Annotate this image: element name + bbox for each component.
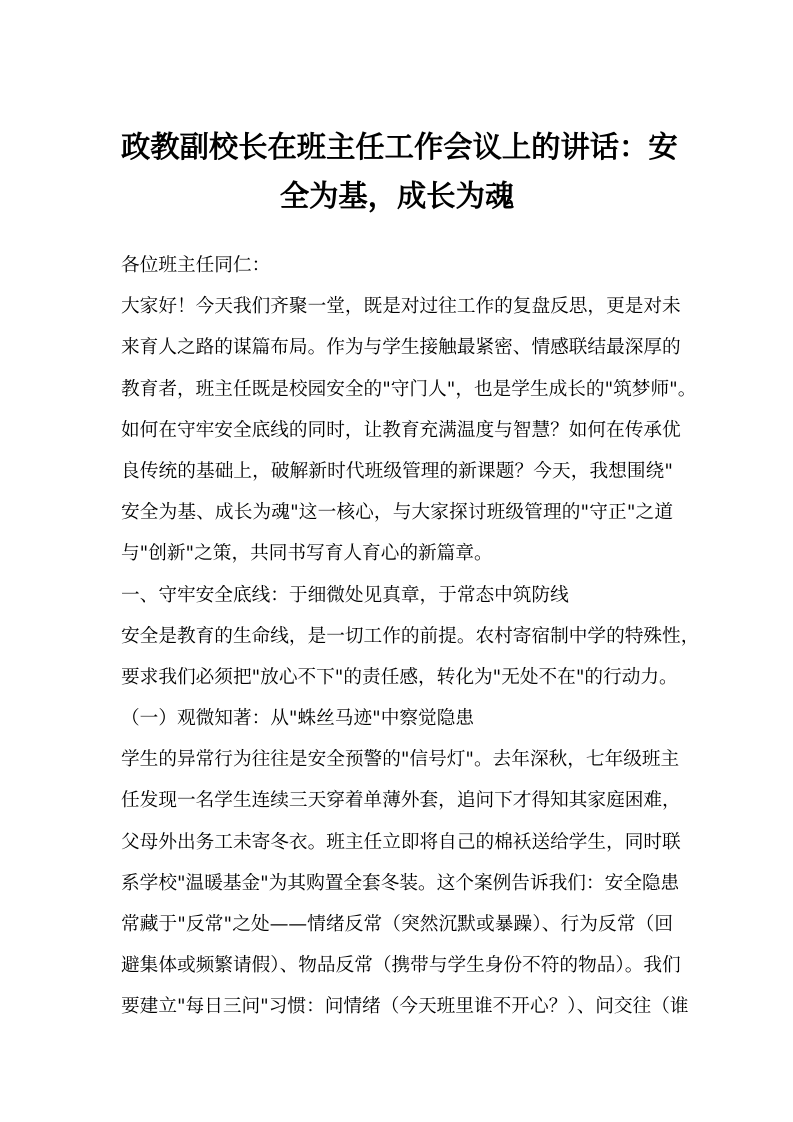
section-1-paragraph bbox=[121, 616, 700, 698]
salutation-paragraph bbox=[121, 245, 673, 286]
section-heading-1 bbox=[121, 575, 673, 616]
title-line-2: 全为基，成长为魂 bbox=[279, 178, 515, 213]
title-line-1: 政教副校长在班主任工作会议上的讲话：安 bbox=[121, 129, 678, 164]
text-line: 要求我们必须把"放心不下"的责任感，转化为"无处不在"的行动力。 bbox=[121, 666, 678, 688]
document-body bbox=[121, 245, 700, 1028]
text-line: 要建立"每日三问"习惯：问情绪（今天班里谁不开心？）、问交往（谁 bbox=[121, 996, 689, 1018]
heading-line: （一）观微知著：从"蛛丝马迹"中察觉隐患 bbox=[121, 708, 474, 730]
text-line: 安全是教育的生命线，是一切工作的前提。农村寄宿制中学的特殊性， bbox=[121, 625, 700, 647]
text-line: 与"创新"之策，共同书写育人育心的新篇章。 bbox=[121, 543, 493, 565]
text-line: 如何在守牢安全底线的同时，让教育充满温度与智慧？如何在传承优 bbox=[121, 419, 681, 441]
text-line: 来育人之路的谋篇布局。作为与学生接触最紧密、情感联结最深厚的 bbox=[121, 337, 681, 359]
text-line: 常藏于"反常"之处——情绪反常（突然沉默或暴躁）、行为反常（回 bbox=[121, 914, 673, 935]
text-line: 学生的异常行为往往是安全预警的"信号灯"。去年深秋，七年级班主 bbox=[121, 749, 680, 771]
text-line: 安全为基、成长为魂"这一核心，与大家探讨班级管理的"守正"之道 bbox=[121, 502, 673, 524]
text-line: 良传统的基础上，破解新时代班级管理的新课题？今天，我想围绕" bbox=[121, 460, 673, 482]
text-line: 教育者，班主任既是校园安全的"守门人"，也是学生成长的"筑梦师"。 bbox=[121, 378, 697, 400]
text-line: 大家好！今天我们齐聚一堂，既是对过往工作的复盘反思，更是对未 bbox=[121, 296, 681, 318]
intro-paragraph bbox=[121, 286, 697, 574]
text-line: 各位班主任同仁： bbox=[121, 255, 271, 276]
text-line: 系学校"温暖基金"为其购置全套冬装。这个案例告诉我们：安全隐患 bbox=[121, 872, 680, 894]
text-line: 父母外出务工未寄冬衣。班主任立即将自己的棉袄送给学生，同时联 bbox=[121, 831, 681, 853]
text-line: 任发现一名学生连续三天穿着单薄外套，追问下才得知其家庭困难， bbox=[121, 790, 681, 812]
heading-line: 一、守牢安全底线：于细微处见真章，于常态中筑防线 bbox=[121, 584, 569, 606]
subsection-heading-1 bbox=[121, 698, 673, 739]
text-line: 避集体或频繁请假）、物品反常（携带与学生身份不符的物品）。我们 bbox=[121, 955, 681, 977]
document-title bbox=[121, 122, 678, 220]
subsection-1-paragraph bbox=[121, 739, 689, 1027]
